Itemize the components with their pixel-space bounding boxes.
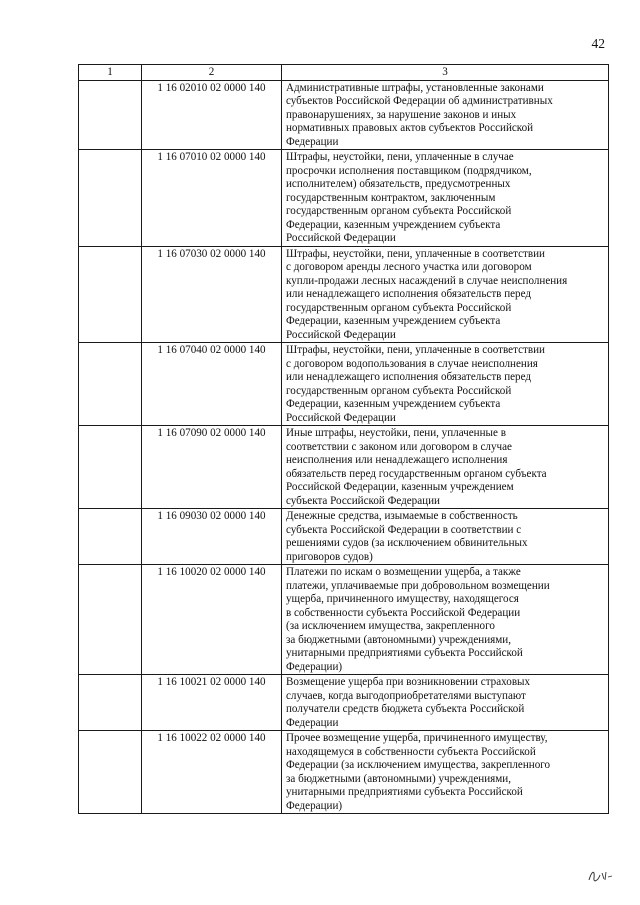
row-index-cell (79, 343, 142, 426)
description-line: Федерации (286, 716, 339, 729)
budget-code-cell: 1 16 07010 02 0000 140 (142, 150, 282, 247)
table-row (79, 675, 609, 731)
row-index-cell (79, 150, 142, 247)
revenue-codes-table (78, 64, 609, 814)
table-header-row (79, 65, 609, 81)
description-cell (282, 509, 609, 565)
description-line: Иные штрафы, неустойки, пени, уплаченные в (286, 427, 506, 439)
description-line: Федерации (за исключением имущества, закрепленного (286, 759, 551, 771)
description-cell (282, 150, 609, 247)
description-line: ущерба, причиненного имуществу, находящегося (286, 593, 519, 605)
description-line: Российской Федерации, казенным учреждением (286, 481, 514, 493)
description-cell (282, 731, 609, 814)
row-index-cell (79, 731, 142, 814)
description-cell (282, 80, 609, 150)
column-header: 3 (282, 65, 609, 81)
description-line: платежи, уплачиваемые при добровольном возмещении (286, 579, 550, 592)
row-index-cell (79, 509, 142, 565)
description-line: Федерации, казенным учреждением субъекта (286, 398, 501, 410)
row-index-cell (79, 675, 142, 731)
description-line: правонарушениях, за нарушение законов и иных (286, 108, 517, 121)
description-line: получатели средств бюджета субъекта Российской (286, 703, 525, 715)
description-line: приговоров судов) (286, 550, 373, 563)
description-line: за бюджетными (автономными) учреждениями, (286, 633, 511, 646)
description-line: (за исключением имущества, закрепленного (286, 620, 495, 632)
description-line: или ненадлежащего исполнения обязательств перед (286, 288, 532, 300)
description-line: Платежи по искам о возмещении ущерба, а также (286, 566, 521, 578)
description-line: Возмещение ущерба при возникновении страховых (286, 676, 531, 688)
description-line: купли-продажи лесных насаждений в случае неисполнения (286, 274, 568, 287)
table-body (79, 80, 609, 814)
budget-code-cell: 1 16 09030 02 0000 140 (142, 509, 282, 565)
description-line: находящемуся в собственности субъекта Российской (286, 745, 536, 758)
description-line: Федерации (286, 135, 339, 148)
description-line: Российской Федерации (286, 411, 396, 424)
description-line: субъекта Российской Федерации в соответствии с (286, 523, 522, 536)
description-line: Федерации, казенным учреждением субъекта (286, 315, 501, 327)
description-line: Штрафы, неустойки, пени, уплаченные в соответствии (286, 344, 545, 356)
budget-code-cell: 1 16 07040 02 0000 140 (142, 343, 282, 426)
description-cell (282, 343, 609, 426)
budget-code-cell: 1 16 10022 02 0000 140 (142, 731, 282, 814)
budget-code-cell: 1 16 10020 02 0000 140 (142, 565, 282, 675)
row-index-cell (79, 565, 142, 675)
description-line: Федерации) (286, 660, 343, 673)
description-line: Штрафы, неустойки, пени, уплаченные в случае (286, 151, 514, 163)
column-header: 1 (79, 65, 142, 81)
table-row (79, 509, 609, 565)
description-line: государственным контрактом, заключенным (286, 191, 496, 204)
description-line: унитарными предприятиями субъекта Российской (286, 647, 523, 659)
table-row (79, 343, 609, 426)
description-line: исполнителем) обязательств, предусмотренных (286, 178, 511, 190)
description-line: соответствии с законом или договором в случае (286, 440, 512, 453)
description-line: за бюджетными (автономными) учреждениями, (286, 772, 511, 785)
row-index-cell (79, 80, 142, 150)
description-line: с договором водопользования в случае неисполнения (286, 357, 538, 370)
description-line: субъектов Российской Федерации об административных (286, 95, 553, 107)
description-line: решениями судов (за исключением обвинительных (286, 537, 528, 549)
description-line: Российской Федерации (286, 232, 396, 244)
row-index-cell (79, 246, 142, 343)
description-cell (282, 426, 609, 509)
description-line: в собственности субъекта Российской Федерации (286, 606, 521, 619)
handwritten-initials (586, 866, 616, 889)
description-line: просрочки исполнения поставщиком (подрядчиком, (286, 164, 532, 177)
description-cell (282, 565, 609, 675)
table-row (79, 426, 609, 509)
budget-code-cell: 1 16 02010 02 0000 140 (142, 80, 282, 150)
table-row (79, 565, 609, 675)
table-row (79, 731, 609, 814)
budget-code-cell: 1 16 07030 02 0000 140 (142, 246, 282, 343)
column-header: 2 (142, 65, 282, 81)
description-line: государственным органом субъекта Российской (286, 384, 512, 397)
description-line: обязательств перед государственным органом субъекта (286, 467, 547, 480)
page-number: 42 (591, 36, 605, 51)
description-line: Федерации) (286, 799, 343, 812)
description-line: государственным органом субъекта Российской (286, 301, 512, 314)
description-line: с договором аренды лесного участка или договором (286, 261, 532, 273)
description-line: Федерации, казенным учреждением субъекта (286, 218, 501, 231)
table-row (79, 80, 609, 150)
description-line: Российской Федерации (286, 328, 396, 341)
table-row (79, 150, 609, 247)
description-line: Административные штрафы, установленные законами (286, 81, 544, 94)
budget-code-cell: 1 16 10021 02 0000 140 (142, 675, 282, 731)
description-line: нормативных правовых актов субъектов Российской (286, 122, 534, 134)
description-cell (282, 246, 609, 343)
description-line: Денежные средства, изымаемые в собственность (286, 510, 518, 522)
description-line: субъекта Российской Федерации (286, 494, 440, 507)
row-index-cell (79, 426, 142, 509)
description-line: государственным органом субъекта Российской (286, 205, 512, 217)
description-cell (282, 675, 609, 731)
description-line: Штрафы, неустойки, пени, уплаченные в соответствии (286, 247, 545, 260)
description-line: случаев, когда выгодоприобретателями выступают (286, 689, 526, 702)
description-line: унитарными предприятиями субъекта Российской (286, 786, 523, 798)
description-line: или ненадлежащего исполнения обязательств перед (286, 371, 532, 383)
table-row (79, 246, 609, 343)
description-line: Прочее возмещение ущерба, причиненного имуществу, (286, 732, 548, 744)
description-line: неисполнения или ненадлежащего исполнения (286, 454, 508, 466)
budget-code-cell: 1 16 07090 02 0000 140 (142, 426, 282, 509)
